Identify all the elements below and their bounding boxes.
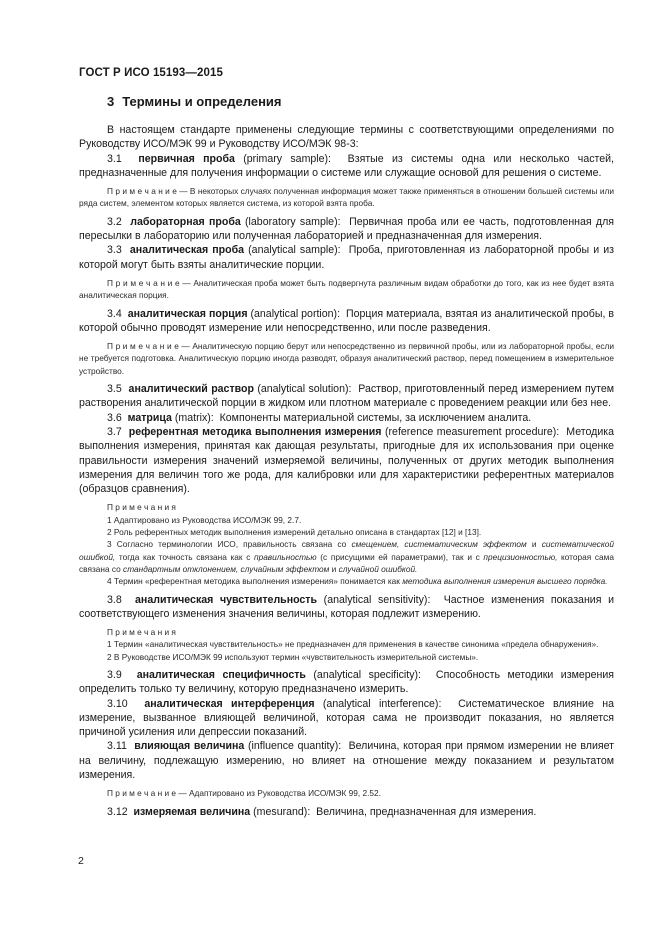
definition-number: 3.8: [107, 593, 122, 606]
definition-number: 3.11: [107, 740, 127, 753]
notes-3-7: [79, 501, 614, 587]
definition-english-term: (analytical portion):: [250, 307, 341, 320]
definition-english-term: (analytical sample):: [248, 244, 341, 257]
note-text: тогда как точность связана как с: [118, 551, 251, 562]
definition-term: аналитическая проба: [129, 244, 245, 257]
definition-english-term: (primary sample):: [243, 152, 332, 165]
definition-term: первичная проба: [138, 152, 235, 165]
definition-number: 3.2: [107, 215, 122, 228]
notes-heading: П р и м е ч а н и я: [107, 502, 176, 513]
definition-3-12: [79, 805, 614, 819]
definition-number: 3.12: [107, 805, 128, 818]
definition-english-term: (analytical sensitivity):: [323, 593, 431, 606]
notes-heading: П р и м е ч а н и я: [107, 627, 176, 638]
definition-text: Взятые из системы одна или несколько частей, предназначенные для получения информации о системе или служащие основой для решения о системе.: [79, 152, 614, 179]
definition-number: 3.9: [107, 668, 122, 681]
note-italic-text: правильностью: [254, 551, 317, 562]
definition-term: влияющая величина: [134, 740, 245, 753]
note-3-11: [79, 787, 614, 799]
definition-number: 3.5: [107, 383, 122, 396]
note-italic-text: смещением, систематическим эффектом: [351, 539, 527, 550]
definition-term: аналитический раствор: [128, 383, 254, 396]
note-item-1: 1 Адаптировано из Руководства ИСО/МЭК 99, 2.7.: [107, 514, 302, 525]
section-title: Термины и определения: [122, 94, 282, 109]
definition-text: Раствор, приготовленный перед измерением путем растворения аналитической порции в жидком или плотном материале с проведением реакции или без нее.: [79, 383, 614, 410]
definition-english-term: (analytical interference):: [322, 697, 442, 710]
definition-3-1: [79, 152, 614, 181]
definition-number: 3.10: [107, 697, 128, 710]
definition-3-11: [79, 739, 614, 782]
definition-english-term: (analytical specificity):: [313, 668, 421, 681]
note-label: П р и м е ч а н и е —: [107, 788, 187, 799]
definition-3-8: [79, 593, 614, 622]
definition-term: референтная методика выполнения измерения: [128, 425, 382, 438]
definition-3-10: [79, 697, 614, 740]
definition-3-7: [79, 425, 614, 496]
definition-text: Проба, приготовленная из лабораторной пробы и из которой могут быть взяты аналитические порции.: [79, 244, 614, 271]
note-3-3: [79, 277, 614, 302]
section-number: 3: [107, 94, 115, 109]
definition-term: аналитическая порция: [127, 307, 248, 320]
definition-english-term: (influence quantity):: [248, 740, 342, 753]
definition-text: Частное изменения показания и соответствующего изменения значения величины, которая подлежит измерению.: [79, 593, 615, 620]
definition-3-5: [79, 382, 614, 411]
definition-term: аналитическая чувствительность: [135, 593, 318, 606]
definition-text: Величина, которая при прямом измерении не влияет на величину, подлежащую измерению, но влияет на отношение между показанием и результатом измерения.: [79, 740, 615, 782]
definition-english-term: (analytical solution):: [257, 383, 352, 396]
definition-3-4: [79, 307, 614, 336]
document-body: [79, 123, 614, 819]
note-text: В некоторых случаях полученная информация может также применяться в отношении большей системы или ряда систем, элементом которых является система, из которой взята проба.: [79, 186, 614, 209]
note-text: 4 Термин «референтная методика выполнения измерения» понимается как: [107, 576, 400, 587]
definition-text: Порция материала, взятая из аналитической пробы, в которой обычно проводят измерение или непосредственно, или после разведения.: [79, 307, 615, 334]
definition-3-9: [79, 668, 614, 697]
note-italic-text: прецизионностью,: [483, 551, 558, 562]
definition-number: 3.7: [107, 425, 122, 438]
definition-term: аналитическая специфичность: [136, 668, 306, 681]
definition-number: 3.1: [107, 152, 122, 165]
document-header: ГОСТ Р ИСО 15193—2015: [79, 67, 224, 79]
definition-english-term: (matrix):: [174, 411, 214, 424]
definition-text: Систематическое влияние на измерение, вызванное влияющей величиной, которая сама не производит показания, но является причиной усиления или депрессии показаний.: [79, 697, 614, 739]
definition-3-6: [79, 411, 614, 425]
definition-text: Способность методики измерения определить только ту величину, которую предназначено измерить.: [79, 668, 615, 696]
note-italic-text: случайной ошибкой.: [338, 563, 418, 574]
note-text: (с присущими ей параметрами), так и с: [320, 551, 480, 562]
definition-number: 3.3: [107, 244, 122, 257]
note-text: 3 Согласно терминологии ИСО, правильность связана со: [107, 539, 347, 550]
note-italic-text: методика выполнения измерения высшего порядка.: [402, 576, 608, 587]
note-text: Аналитическая проба может быть подвергнута различным видам обработки до того, как из нее будет взята аналитическая порция.: [79, 277, 614, 301]
note-italic-text: систематической ошибкой,: [79, 539, 614, 562]
note-label: П р и м е ч а н и е —: [107, 341, 190, 352]
definition-term: лабораторная проба: [130, 215, 241, 228]
note-item-4: [79, 575, 614, 587]
note-item-1: 1 Термин «аналитическая чувствительность» не предназначен для применения в качестве синонима «предела обнаружения».: [107, 639, 599, 650]
notes-3-8: [79, 626, 614, 663]
intro-paragraph: В настоящем стандарте применены следующие термины с соответствующими определениями по Руководству ИСО/МЭК 99 и Руководству ИСО/МЭК 98-3:: [79, 124, 614, 151]
note-label: П р и м е ч а н и е —: [107, 277, 191, 288]
definition-text: Методика выполнения измерения, принятая как дающая результаты, пригодные для их использования при оценке правильности измерения значений измеряемой величины, полученных от других методик выполнения измерения для величин того же рода, для калибровки или для характеристики референтных материалов (образцов сравнения).: [79, 425, 615, 496]
note-text: и: [531, 539, 537, 550]
definition-text: Величина, предназначенная для измерения.: [316, 805, 537, 818]
note-3-4: [79, 340, 614, 377]
definition-english-term: (laboratory sample):: [245, 215, 341, 228]
note-text: Адаптировано из Руководства ИСО/МЭК 99, 2.52.: [188, 788, 381, 799]
definition-english-term: (mesurand):: [253, 805, 311, 818]
note-text: Аналитическую порцию берут или непосредственно из первичной пробы, или из лабораторной пробы, если не требуется подготовка. Аналитическую порцию иногда разводят, образуя аналитический раствор, перед помещением в измерительное устройство.: [79, 341, 614, 376]
definition-text: Первичная проба или ее часть, подготовленная для пересылки в лабораторию или полученная лабораторией и предназначенная для измерения.: [79, 215, 615, 243]
definition-term: матрица: [127, 411, 172, 424]
definition-english-term: (reference measurement procedure):: [385, 425, 560, 438]
note-item-2: 2 В Руководстве ИСО/МЭК 99 используют термин «чувствительность измерительной системы».: [107, 651, 479, 662]
note-text: которая сама связана со: [79, 551, 614, 574]
definition-number: 3.6: [107, 411, 122, 424]
page-number: 2: [78, 855, 84, 867]
definition-3-2: [79, 215, 614, 244]
definition-term: измеряемая величина: [133, 805, 251, 818]
note-item-2: 2 Роль референтных методик выполнения измерений детально описана в стандартах [12] и [13].: [107, 527, 482, 538]
note-item-3: [79, 538, 614, 575]
note-label: П р и м е ч а н и е —: [107, 186, 188, 197]
note-italic-text: стандартным отклонением, случайным эффектом: [123, 563, 330, 574]
note-3-1: [79, 185, 614, 210]
definition-text: Компоненты материальной системы, за исключением аналита.: [219, 411, 532, 424]
section-heading: [107, 94, 282, 109]
note-text: и: [331, 563, 337, 574]
definition-number: 3.4: [107, 307, 122, 320]
definition-term: аналитическая интерференция: [144, 697, 315, 710]
definition-3-3: [79, 243, 614, 272]
